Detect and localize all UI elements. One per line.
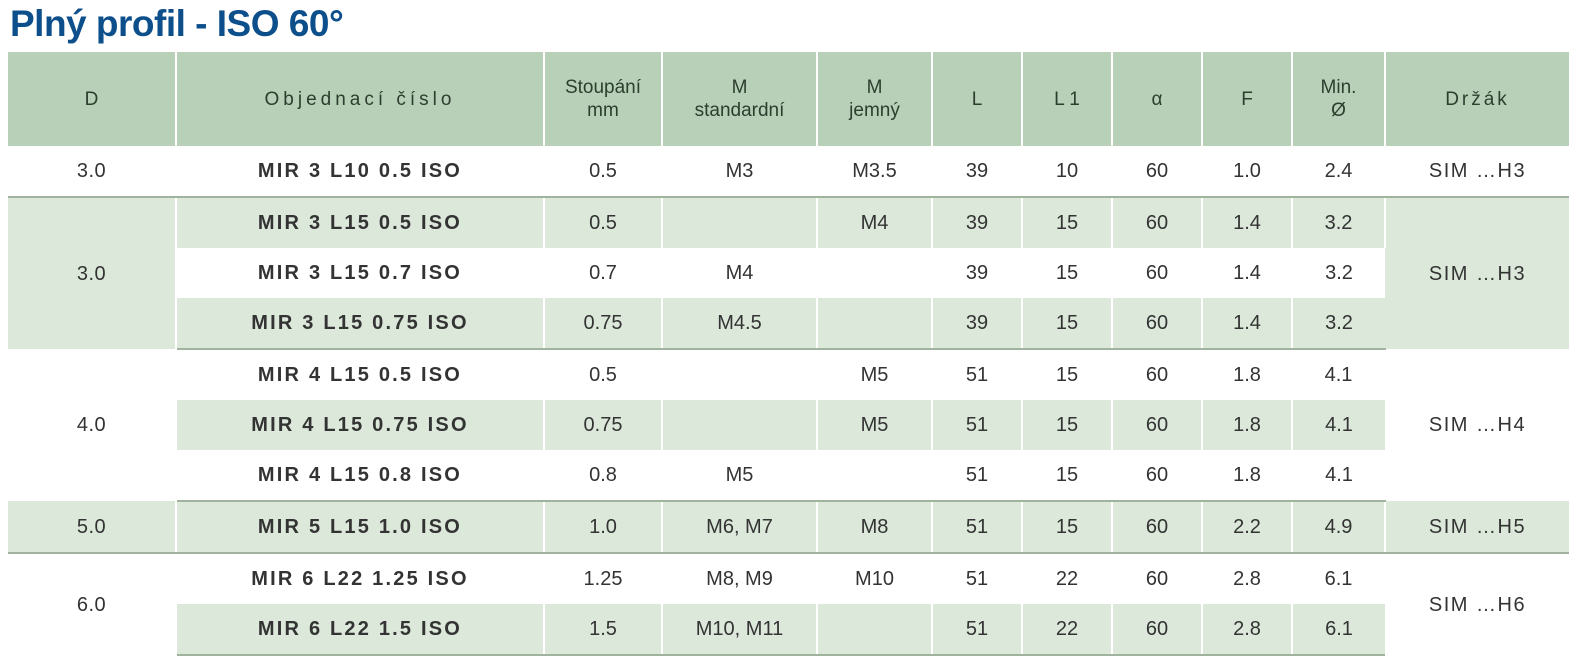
cell-m-fine xyxy=(817,298,932,349)
header-label-line2: jemný xyxy=(849,100,900,121)
table-row xyxy=(8,146,1569,197)
header-label: D xyxy=(84,88,99,110)
cell-m-fine: M10 xyxy=(817,553,932,604)
cell-l1: 15 xyxy=(1022,298,1112,349)
cell-l1: 22 xyxy=(1022,553,1112,604)
cell-l1: 15 xyxy=(1022,501,1112,553)
header-label-line1: M xyxy=(866,77,883,98)
cell-alpha: 60 xyxy=(1112,349,1202,400)
cell-order-number: MIR 3 L15 0.5 ISO xyxy=(176,197,544,248)
cell-min-diameter: 3.2 xyxy=(1292,197,1385,248)
cell-l: 51 xyxy=(932,604,1022,655)
cell-m-standard xyxy=(662,400,817,450)
cell-f: 1.4 xyxy=(1202,298,1292,349)
cell-pitch: 1.0 xyxy=(544,501,662,553)
cell-m-standard: M8, M9 xyxy=(662,553,817,604)
table-row xyxy=(8,450,1569,501)
cell-holder: SIM …H6 xyxy=(1385,553,1569,655)
header-label-line1: M xyxy=(731,77,748,98)
col-header-m-fine xyxy=(817,52,932,146)
table-row xyxy=(8,553,1569,604)
cell-min-diameter: 6.1 xyxy=(1292,553,1385,604)
cell-pitch: 0.7 xyxy=(544,248,662,298)
cell-holder: SIM …H3 xyxy=(1385,146,1569,197)
header-label: L 1 xyxy=(1054,88,1080,110)
header-label: Držák xyxy=(1445,88,1510,110)
header-label-line2: Ø xyxy=(1331,100,1346,121)
cell-alpha: 60 xyxy=(1112,553,1202,604)
cell-min-diameter: 4.9 xyxy=(1292,501,1385,553)
cell-alpha: 60 xyxy=(1112,197,1202,248)
header-label: L xyxy=(971,88,983,110)
cell-holder: SIM …H4 xyxy=(1385,349,1569,501)
header-label-line2: mm xyxy=(587,100,619,121)
cell-holder: SIM …H5 xyxy=(1385,501,1569,553)
cell-alpha: 60 xyxy=(1112,604,1202,655)
header-row xyxy=(8,52,1569,146)
cell-alpha: 60 xyxy=(1112,450,1202,501)
cell-diameter: 3.0 xyxy=(8,146,176,197)
cell-m-standard xyxy=(662,349,817,400)
cell-l1: 15 xyxy=(1022,349,1112,400)
cell-alpha: 60 xyxy=(1112,298,1202,349)
table-body xyxy=(8,146,1569,655)
col-header-pitch xyxy=(544,52,662,146)
table-header xyxy=(8,52,1569,146)
cell-f: 2.8 xyxy=(1202,553,1292,604)
cell-diameter: 4.0 xyxy=(8,349,176,501)
cell-l: 39 xyxy=(932,248,1022,298)
cell-f: 1.4 xyxy=(1202,197,1292,248)
cell-l: 51 xyxy=(932,450,1022,501)
header-label: F xyxy=(1241,88,1253,110)
col-header-m-standard xyxy=(662,52,817,146)
cell-l: 51 xyxy=(932,553,1022,604)
cell-order-number: MIR 3 L15 0.75 ISO xyxy=(176,298,544,349)
cell-alpha: 60 xyxy=(1112,248,1202,298)
cell-min-diameter: 3.2 xyxy=(1292,298,1385,349)
table-row xyxy=(8,604,1569,655)
catalog-page xyxy=(0,2,1577,640)
cell-l1: 15 xyxy=(1022,197,1112,248)
table-row xyxy=(8,197,1569,248)
cell-m-standard: M4 xyxy=(662,248,817,298)
cell-pitch: 0.5 xyxy=(544,197,662,248)
cell-pitch: 1.25 xyxy=(544,553,662,604)
cell-l: 39 xyxy=(932,197,1022,248)
cell-min-diameter: 6.1 xyxy=(1292,604,1385,655)
header-label-line1: Stoupání xyxy=(564,77,642,98)
cell-alpha: 60 xyxy=(1112,146,1202,197)
cell-m-standard: M6, M7 xyxy=(662,501,817,553)
cell-order-number: MIR 6 L22 1.25 ISO xyxy=(176,553,544,604)
header-label: Objednací číslo xyxy=(264,88,456,110)
cell-order-number: MIR 4 L15 0.8 ISO xyxy=(176,450,544,501)
cell-m-standard: M4.5 xyxy=(662,298,817,349)
cell-order-number: MIR 4 L15 0.75 ISO xyxy=(176,400,544,450)
cell-m-standard: M5 xyxy=(662,450,817,501)
cell-l1: 22 xyxy=(1022,604,1112,655)
cell-f: 2.2 xyxy=(1202,501,1292,553)
cell-m-fine xyxy=(817,248,932,298)
cell-l1: 15 xyxy=(1022,450,1112,501)
cell-l1: 15 xyxy=(1022,248,1112,298)
cell-l: 51 xyxy=(932,400,1022,450)
cell-pitch: 0.5 xyxy=(544,146,662,197)
header-label-line2: standardní xyxy=(694,100,785,121)
table-row xyxy=(8,400,1569,450)
cell-f: 1.8 xyxy=(1202,450,1292,501)
page-title: Plný profil - ISO 60° xyxy=(10,3,344,44)
cell-min-diameter: 2.4 xyxy=(1292,146,1385,197)
cell-m-fine: M8 xyxy=(817,501,932,553)
col-header-f xyxy=(1202,52,1292,146)
cell-f: 1.8 xyxy=(1202,349,1292,400)
cell-order-number: MIR 3 L10 0.5 ISO xyxy=(176,146,544,197)
header-label: α xyxy=(1151,88,1163,110)
cell-f: 1.0 xyxy=(1202,146,1292,197)
cell-alpha: 60 xyxy=(1112,501,1202,553)
cell-order-number: MIR 5 L15 1.0 ISO xyxy=(176,501,544,553)
col-header-min-diameter xyxy=(1292,52,1385,146)
cell-m-standard: M3 xyxy=(662,146,817,197)
cell-pitch: 0.75 xyxy=(544,298,662,349)
table-row xyxy=(8,501,1569,553)
cell-f: 1.4 xyxy=(1202,248,1292,298)
cell-order-number: MIR 3 L15 0.7 ISO xyxy=(176,248,544,298)
cell-order-number: MIR 6 L22 1.5 ISO xyxy=(176,604,544,655)
cell-l: 39 xyxy=(932,298,1022,349)
col-header-order-number xyxy=(176,52,544,146)
cell-holder: SIM …H3 xyxy=(1385,197,1569,349)
cell-m-standard xyxy=(662,197,817,248)
cell-diameter: 6.0 xyxy=(8,553,176,655)
cell-pitch: 0.8 xyxy=(544,450,662,501)
cell-min-diameter: 3.2 xyxy=(1292,248,1385,298)
table-row xyxy=(8,349,1569,400)
cell-f: 2.8 xyxy=(1202,604,1292,655)
cell-m-fine: M5 xyxy=(817,400,932,450)
col-header-l xyxy=(932,52,1022,146)
cell-pitch: 0.5 xyxy=(544,349,662,400)
cell-m-fine: M4 xyxy=(817,197,932,248)
cell-diameter: 5.0 xyxy=(8,501,176,553)
cell-l: 39 xyxy=(932,146,1022,197)
cell-diameter: 3.0 xyxy=(8,197,176,349)
col-header-holder xyxy=(1385,52,1569,146)
header-label-line1: Min. xyxy=(1320,77,1357,98)
col-header-alpha xyxy=(1112,52,1202,146)
cell-m-fine xyxy=(817,450,932,501)
cell-min-diameter: 4.1 xyxy=(1292,349,1385,400)
cell-m-fine xyxy=(817,604,932,655)
specification-table xyxy=(8,52,1569,656)
cell-l1: 10 xyxy=(1022,146,1112,197)
cell-l: 51 xyxy=(932,349,1022,400)
cell-m-fine: M3.5 xyxy=(817,146,932,197)
cell-pitch: 1.5 xyxy=(544,604,662,655)
col-header-d xyxy=(8,52,176,146)
cell-min-diameter: 4.1 xyxy=(1292,400,1385,450)
col-header-l1 xyxy=(1022,52,1112,146)
cell-m-fine: M5 xyxy=(817,349,932,400)
cell-min-diameter: 4.1 xyxy=(1292,450,1385,501)
cell-l1: 15 xyxy=(1022,400,1112,450)
cell-pitch: 0.75 xyxy=(544,400,662,450)
cell-m-standard: M10, M11 xyxy=(662,604,817,655)
cell-l: 51 xyxy=(932,501,1022,553)
cell-alpha: 60 xyxy=(1112,400,1202,450)
cell-order-number: MIR 4 L15 0.5 ISO xyxy=(176,349,544,400)
table-row xyxy=(8,298,1569,349)
table-row xyxy=(8,248,1569,298)
cell-f: 1.8 xyxy=(1202,400,1292,450)
